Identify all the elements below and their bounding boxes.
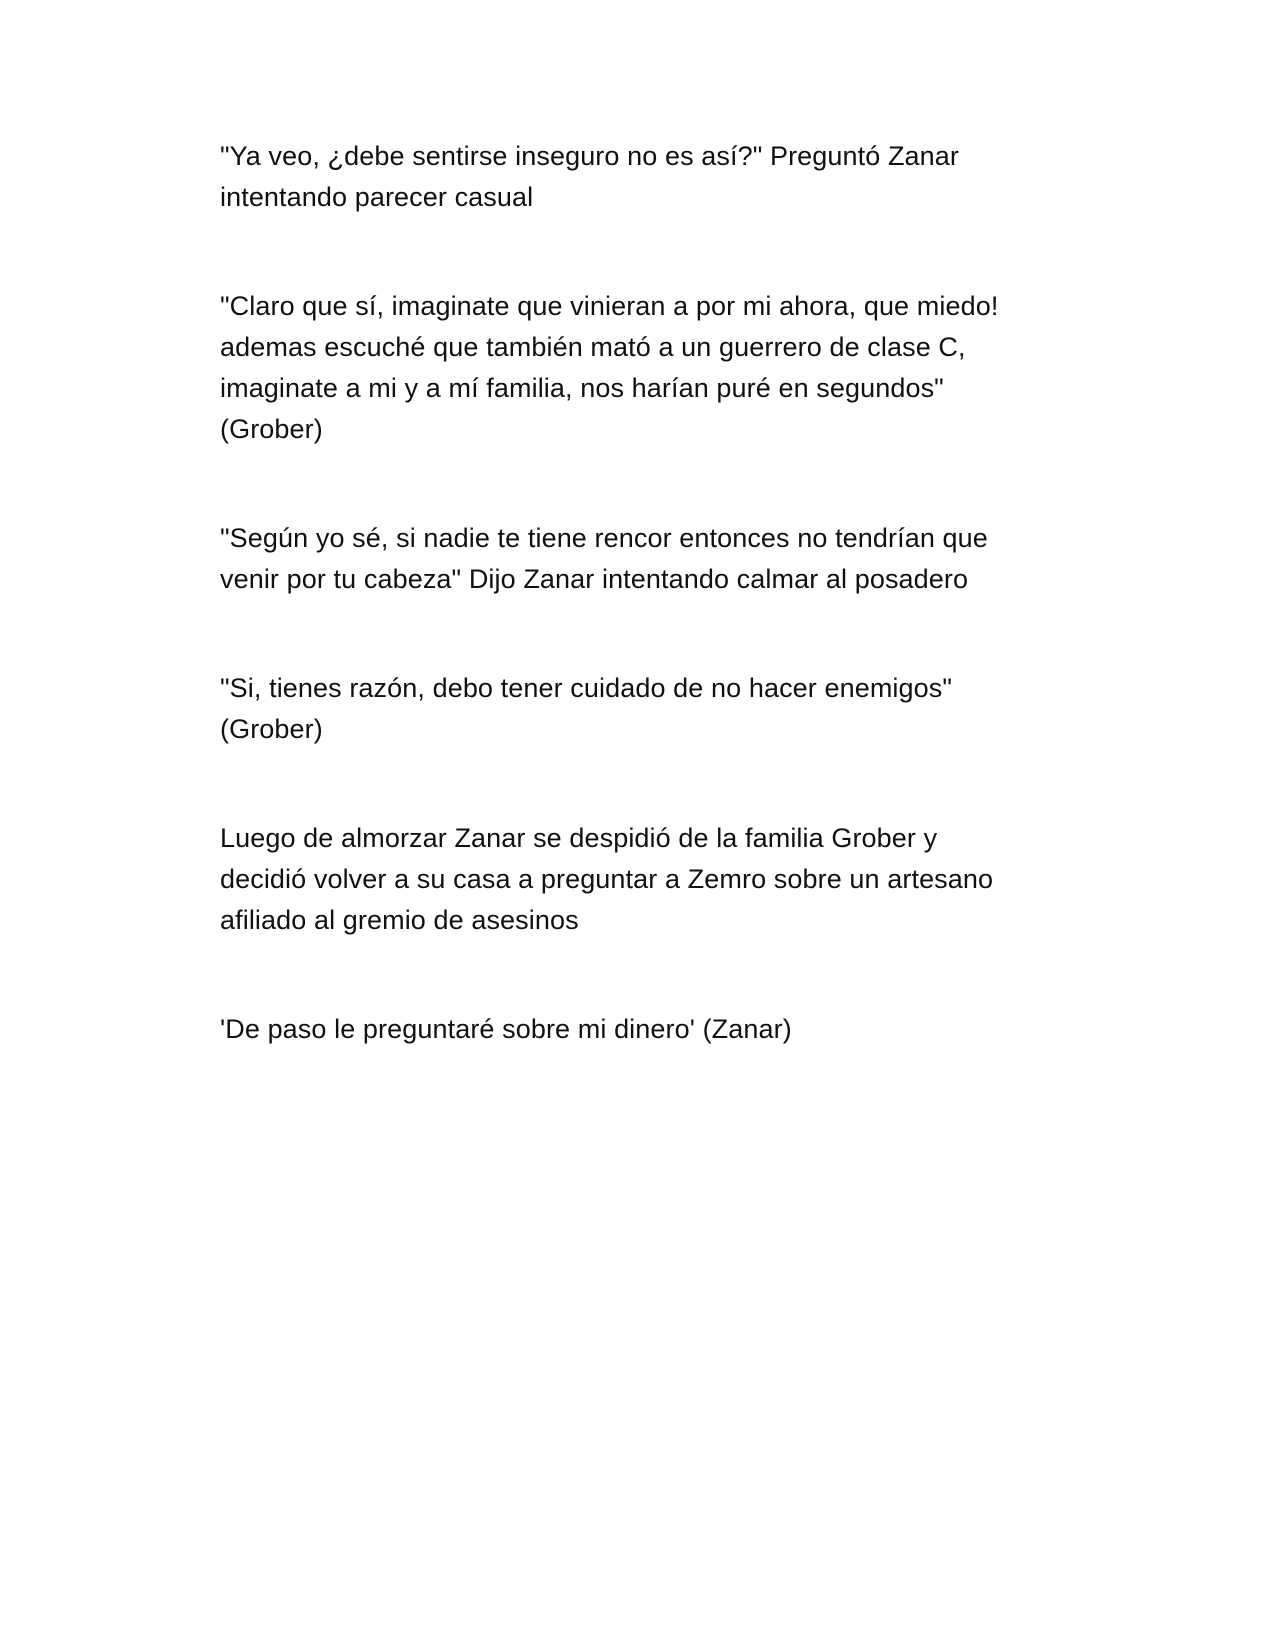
paragraph-5	[220, 818, 1070, 941]
text-line: "Claro que sí, imaginate que vinieran a por mi ahora, que miedo!	[220, 291, 999, 321]
text-line: Luego de almorzar Zanar se despidió de la familia Grober y	[220, 823, 938, 853]
text-line: (Grober)	[220, 414, 323, 444]
document-body	[220, 136, 1070, 1118]
text-line: afiliado al gremio de asesinos	[220, 905, 579, 935]
text-line: ademas escuché que también mató a un guerrero de clase C,	[220, 332, 966, 362]
text-line: "Según yo sé, si nadie te tiene rencor entonces no tendrían que	[220, 523, 988, 553]
paragraph-2	[220, 286, 1070, 450]
text-line: intentando parecer casual	[220, 182, 534, 212]
text-line: decidió volver a su casa a preguntar a Zemro sobre un artesano	[220, 864, 994, 894]
text-line: venir por tu cabeza" Dijo Zanar intentando calmar al posadero	[220, 564, 969, 594]
paragraph-3	[220, 518, 1070, 600]
text-line: (Grober)	[220, 714, 323, 744]
text-line: "Ya veo, ¿debe sentirse inseguro no es así?" Preguntó Zanar	[220, 141, 959, 171]
text-line: "Si, tienes razón, debo tener cuidado de no hacer enemigos"	[220, 673, 953, 703]
paragraph-1	[220, 136, 1070, 218]
paragraph-6	[220, 1009, 1070, 1050]
paragraph-4	[220, 668, 1070, 750]
text-line: 'De paso le preguntaré sobre mi dinero' (Zanar)	[220, 1014, 792, 1044]
text-line: imaginate a mi y a mí familia, nos harían puré en segundos"	[220, 373, 944, 403]
